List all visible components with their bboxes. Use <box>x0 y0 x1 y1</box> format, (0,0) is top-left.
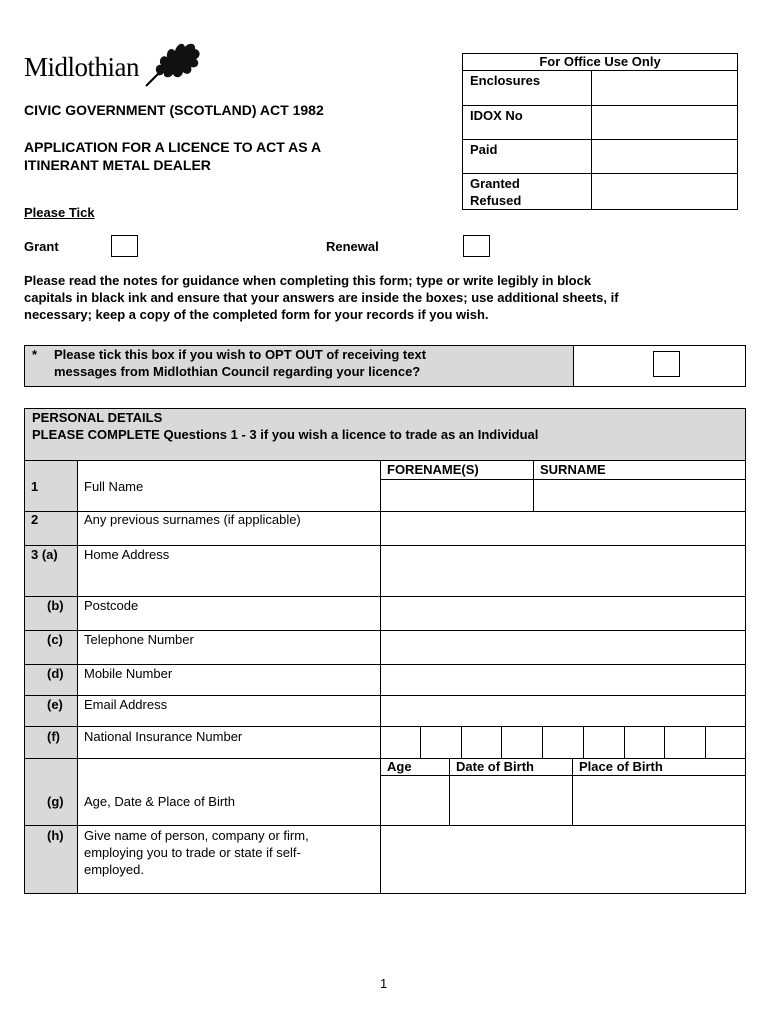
office-idox-label: IDOX No <box>470 108 523 123</box>
office-refused-label: Refused <box>470 193 522 208</box>
application-title-line1: APPLICATION FOR A LICENCE TO ACT AS A <box>24 139 322 155</box>
ni-number-field[interactable] <box>381 727 745 758</box>
telephone-label: Telephone Number <box>84 632 194 647</box>
grant-checkbox[interactable] <box>111 235 138 257</box>
email-field[interactable] <box>381 696 745 726</box>
postcode-field[interactable] <box>381 597 745 630</box>
row-number: (h) <box>47 828 64 843</box>
row-number: (b) <box>47 598 64 613</box>
optout-checkbox[interactable] <box>653 351 680 377</box>
row-number: (g) <box>47 794 64 809</box>
personal-subheading: PLEASE COMPLETE Questions 1 - 3 if you wish a licence to trade as an Individual <box>32 427 539 442</box>
office-enclosures-label: Enclosures <box>470 73 541 88</box>
home-address-label: Home Address <box>84 547 170 562</box>
row-number: (c) <box>47 632 63 647</box>
oak-leaf-icon <box>140 34 204 90</box>
notes-line1: Please read the notes for guidance when completing this form; type or write legibly in block <box>24 273 592 288</box>
dob-field[interactable] <box>450 776 572 825</box>
office-use-box <box>462 53 738 210</box>
row-number: 1 <box>31 479 39 494</box>
office-use-title: For Office Use Only <box>539 54 661 69</box>
optout-line2: messages from Midlothian Council regarding your licence? <box>54 364 421 379</box>
employer-label-line3: employed. <box>84 862 144 877</box>
employer-label-line1: Give name of person, company or firm, <box>84 828 309 843</box>
renewal-checkbox[interactable] <box>463 235 490 257</box>
office-granted-label: Granted <box>470 176 520 191</box>
pob-field[interactable] <box>573 776 745 825</box>
postcode-label: Postcode <box>84 598 139 613</box>
previous-surnames-field[interactable] <box>381 512 745 545</box>
row-number: 2 <box>31 512 39 527</box>
row-number: (e) <box>47 697 63 712</box>
home-address-field[interactable] <box>381 546 745 596</box>
notes-line3: necessary; keep a copy of the completed form for your records if you wish. <box>24 307 489 322</box>
row-number: (f) <box>47 729 60 744</box>
please-tick-heading: Please Tick <box>24 205 95 220</box>
personal-heading: PERSONAL DETAILS <box>32 410 163 425</box>
surname-header: SURNAME <box>540 462 606 477</box>
logo-text: Midlothian <box>24 52 139 82</box>
forename-header: FORENAME(S) <box>387 462 479 477</box>
previous-surnames-label: Any previous surnames (if applicable) <box>84 512 301 527</box>
ni-number-label: National Insurance Number <box>84 729 243 744</box>
email-label: Email Address <box>84 697 168 712</box>
age-field[interactable] <box>381 776 449 825</box>
office-paid-label: Paid <box>470 142 498 157</box>
age-header: Age <box>387 759 412 774</box>
forename-field[interactable] <box>381 480 533 511</box>
row-number: 3 (a) <box>31 547 58 562</box>
act-title: CIVIC GOVERNMENT (SCOTLAND) ACT 1982 <box>24 102 324 118</box>
renewal-label: Renewal <box>326 239 379 254</box>
grant-label: Grant <box>24 239 59 254</box>
optout-star: * <box>32 347 38 362</box>
employer-field[interactable] <box>381 826 745 893</box>
surname-field[interactable] <box>534 480 745 511</box>
full-name-label: Full Name <box>84 479 144 494</box>
pob-header: Place of Birth <box>579 759 663 774</box>
row-number: (d) <box>47 666 64 681</box>
mobile-field[interactable] <box>381 665 745 695</box>
mobile-label: Mobile Number <box>84 666 173 681</box>
age-dob-pob-label: Age, Date & Place of Birth <box>84 794 236 809</box>
notes-line2: capitals in black ink and ensure that your answers are inside the boxes; use additional sheets, if <box>24 290 619 305</box>
page-number: 1 <box>380 976 388 991</box>
telephone-field[interactable] <box>381 631 745 664</box>
optout-line1: Please tick this box if you wish to OPT OUT of receiving text <box>54 347 427 362</box>
employer-label-line2: employing you to trade or state if self- <box>84 845 301 860</box>
application-title-line2: ITINERANT METAL DEALER <box>24 157 211 173</box>
dob-header: Date of Birth <box>456 759 534 774</box>
